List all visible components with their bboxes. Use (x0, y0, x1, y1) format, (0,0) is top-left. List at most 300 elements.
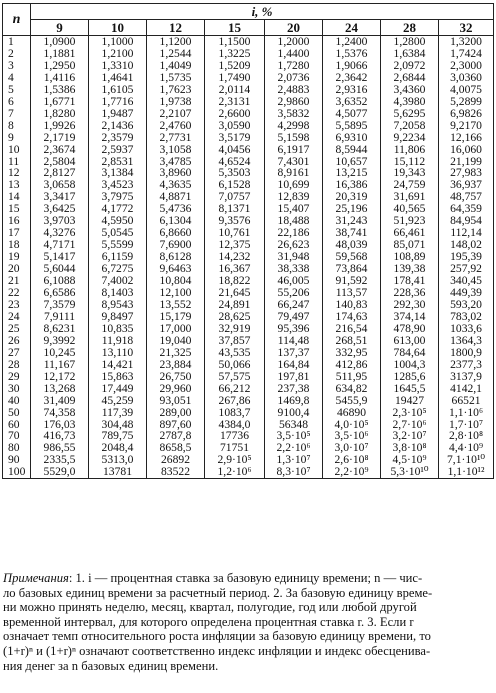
factor-cell: 1,2800 (381, 36, 439, 48)
factor-cell: 1,3310 (89, 60, 147, 72)
factor-cell: 2,6·10⁸ (323, 454, 381, 466)
factor-cell: 2787,8 (147, 430, 205, 442)
factor-cell: 8,1403 (89, 287, 147, 299)
factor-cell: 16,386 (323, 179, 381, 191)
footnote (3, 571, 490, 673)
factor-cell: 148,02 (439, 239, 494, 251)
period-cell: 26 (3, 335, 31, 347)
factor-cell: 1,2544 (147, 48, 205, 60)
factor-cell: 2,0736 (265, 72, 323, 84)
table-row (3, 442, 494, 454)
factor-cell: 449,39 (439, 287, 494, 299)
factor-cell: 8,9543 (89, 299, 147, 311)
factor-cell: 9,3576 (205, 215, 265, 227)
factor-cell: 15,407 (265, 203, 323, 215)
factor-cell: 2,3000 (439, 60, 494, 72)
factor-cell: 71751 (205, 442, 265, 454)
factor-cell: 511,95 (323, 371, 381, 383)
factor-cell: 9,2234 (381, 132, 439, 144)
period-cell: 21 (3, 275, 31, 287)
factor-cell: 51,923 (381, 215, 439, 227)
factor-cell: 4,5950 (89, 215, 147, 227)
factor-cell: 1,7424 (439, 48, 494, 60)
factor-cell: 5,3503 (205, 167, 265, 179)
factor-cell: 1,7623 (147, 84, 205, 96)
table-row (3, 36, 494, 48)
rate-column-header: 12 (147, 20, 205, 36)
factor-cell: 6,1917 (265, 144, 323, 156)
factor-cell: 2,8531 (89, 156, 147, 168)
factor-cell: 85,071 (381, 239, 439, 251)
period-cell: 100 (3, 466, 31, 478)
table-row (3, 454, 494, 466)
table-row (3, 203, 494, 215)
factor-cell: 1,7280 (265, 60, 323, 72)
factor-cell: 2,8127 (31, 167, 89, 179)
factor-cell: 6,1304 (147, 215, 205, 227)
rate-column-header: 32 (439, 20, 494, 36)
factor-cell: 95,396 (265, 323, 323, 335)
factor-cell: 46,005 (265, 275, 323, 287)
compound-factor-table-sheet (2, 3, 493, 479)
factor-cell: 3,6425 (31, 203, 89, 215)
table-row (3, 430, 494, 442)
factor-cell: 15,863 (89, 371, 147, 383)
factor-cell: 114,48 (265, 335, 323, 347)
factor-cell: 66,212 (205, 383, 265, 395)
factor-cell: 7,2058 (381, 120, 439, 132)
table-row (3, 299, 494, 311)
factor-cell: 13,110 (89, 347, 147, 359)
table-body (3, 36, 494, 479)
table-row (3, 179, 494, 191)
factor-cell: 2,2107 (147, 108, 205, 120)
factor-cell: 16,060 (439, 144, 494, 156)
period-cell: 24 (3, 311, 31, 323)
period-cell: 22 (3, 287, 31, 299)
factor-cell: 14,421 (89, 359, 147, 371)
factor-cell: 31,409 (31, 395, 89, 407)
period-cell: 16 (3, 215, 31, 227)
factor-cell: 31,243 (323, 215, 381, 227)
factor-cell: 292,30 (381, 299, 439, 311)
factor-cell: 48,039 (323, 239, 381, 251)
factor-cell: 8,1371 (205, 203, 265, 215)
period-cell: 60 (3, 419, 31, 431)
factor-cell: 1,2·10⁶ (205, 466, 265, 478)
factor-cell: 2,0972 (381, 60, 439, 72)
rate-column-header: 24 (323, 20, 381, 36)
factor-cell: 6,8660 (147, 227, 205, 239)
factor-cell: 12,172 (31, 371, 89, 383)
period-cell: 29 (3, 371, 31, 383)
table-row (3, 156, 494, 168)
factor-cell: 10,804 (147, 275, 205, 287)
factor-cell: 21,645 (205, 287, 265, 299)
table-row (3, 60, 494, 72)
factor-cell: 7,4002 (89, 275, 147, 287)
period-cell: 19 (3, 251, 31, 263)
factor-cell: 17,449 (89, 383, 147, 395)
footnote-line: временной интервал, для которого определена процентная ставка r. 3. Если r (3, 614, 414, 629)
period-cell: 14 (3, 191, 31, 203)
period-cell: 90 (3, 454, 31, 466)
period-cell: 30 (3, 383, 31, 395)
factor-cell: 1,5376 (323, 48, 381, 60)
period-cell: 40 (3, 395, 31, 407)
rate-column-header: 9 (31, 20, 89, 36)
footnote-line: (1+r)ⁿ и (1+r)ⁿ означают соответственно индекс инфляции и индекс обесценива- (3, 643, 431, 658)
factor-cell: 2,3674 (31, 144, 89, 156)
factor-cell: 31,691 (381, 191, 439, 203)
table-row (3, 383, 494, 395)
n-column-header: n (3, 4, 31, 36)
factor-cell: 2,7731 (147, 132, 205, 144)
factor-cell: 24,891 (205, 299, 265, 311)
factor-cell: 3,6352 (323, 96, 381, 108)
factor-cell: 16,367 (205, 263, 265, 275)
period-cell: 8 (3, 120, 31, 132)
factor-cell: 108,89 (381, 251, 439, 263)
factor-cell: 1033,6 (439, 323, 494, 335)
factor-cell: 66521 (439, 395, 494, 407)
factor-cell: 3,0360 (439, 72, 494, 84)
factor-cell: 228,36 (381, 287, 439, 299)
factor-cell: 19,040 (147, 335, 205, 347)
factor-cell: 6,6586 (31, 287, 89, 299)
factor-cell: 2335,5 (31, 454, 89, 466)
rate-column-header: 28 (381, 20, 439, 36)
table-row (3, 335, 494, 347)
factor-cell: 10,699 (265, 179, 323, 191)
table-row (3, 84, 494, 96)
table-header-row-group (3, 4, 494, 20)
period-cell: 80 (3, 442, 31, 454)
factor-cell: 9,3992 (31, 335, 89, 347)
table-row (3, 311, 494, 323)
factor-cell: 3,9703 (31, 215, 89, 227)
factor-cell: 613,00 (381, 335, 439, 347)
factor-cell: 1,5209 (205, 60, 265, 72)
factor-cell: 3,5·10⁶ (323, 430, 381, 442)
factor-cell: 21,325 (147, 347, 205, 359)
factor-cell: 5455,9 (323, 395, 381, 407)
factor-cell: 1,7716 (89, 96, 147, 108)
factor-cell: 1,5735 (147, 72, 205, 84)
factor-cell: 1,3225 (205, 48, 265, 60)
factor-cell: 113,57 (323, 287, 381, 299)
factor-cell: 3,0658 (31, 179, 89, 191)
factor-cell: 216,54 (323, 323, 381, 335)
factor-cell: 38,338 (265, 263, 323, 275)
factor-cell: 139,38 (381, 263, 439, 275)
factor-cell: 1083,7 (205, 407, 265, 419)
period-cell: 2 (3, 48, 31, 60)
rate-group-header: i, % (31, 4, 494, 20)
factor-cell: 1645,5 (381, 383, 439, 395)
factor-cell: 789,75 (89, 430, 147, 442)
factor-cell: 19427 (381, 395, 439, 407)
table-row (3, 144, 494, 156)
table-row (3, 108, 494, 120)
factor-cell: 7,4301 (265, 156, 323, 168)
factor-cell: 3,1384 (89, 167, 147, 179)
factor-cell: 7,6900 (147, 239, 205, 251)
table-row (3, 359, 494, 371)
factor-cell: 2,8·10⁸ (439, 430, 494, 442)
factor-cell: 3,3417 (31, 191, 89, 203)
factor-cell: 3,5832 (265, 108, 323, 120)
factor-cell: 332,95 (323, 347, 381, 359)
factor-cell: 897,60 (147, 419, 205, 431)
factor-cell: 2,4883 (265, 84, 323, 96)
factor-cell: 8,3·10⁷ (265, 466, 323, 478)
period-cell: 10 (3, 144, 31, 156)
factor-cell: 1,4400 (265, 48, 323, 60)
factor-cell: 26,623 (265, 239, 323, 251)
factor-cell: 2377,3 (439, 359, 494, 371)
factor-cell: 3,0590 (205, 120, 265, 132)
factor-cell: 1364,3 (439, 335, 494, 347)
factor-cell: 174,63 (323, 311, 381, 323)
factor-cell: 1,1000 (89, 36, 147, 48)
factor-cell: 2,9316 (323, 84, 381, 96)
factor-cell: 66,247 (265, 299, 323, 311)
factor-cell: 11,806 (381, 144, 439, 156)
table-row (3, 419, 494, 431)
factor-cell: 4,7171 (31, 239, 89, 251)
period-cell: 12 (3, 167, 31, 179)
factor-cell: 2,0114 (205, 84, 265, 96)
factor-cell: 2,9·10⁵ (205, 454, 265, 466)
factor-cell: 176,03 (31, 419, 89, 431)
factor-cell: 2,5804 (31, 156, 89, 168)
period-cell: 50 (3, 407, 31, 419)
factor-cell: 6,9826 (439, 108, 494, 120)
factor-cell: 12,100 (147, 287, 205, 299)
factor-cell: 8,6231 (31, 323, 89, 335)
factor-cell: 137,37 (265, 347, 323, 359)
table-row (3, 263, 494, 275)
factor-cell: 195,39 (439, 251, 494, 263)
factor-cell: 4,0075 (439, 84, 494, 96)
factor-cell: 19,343 (381, 167, 439, 179)
table-row (3, 275, 494, 287)
factor-cell: 304,48 (89, 419, 147, 431)
factor-cell: 986,55 (31, 442, 89, 454)
factor-cell: 8658,5 (147, 442, 205, 454)
factor-cell: 5,4736 (147, 203, 205, 215)
factor-cell: 2,1436 (89, 120, 147, 132)
factor-cell: 117,39 (89, 407, 147, 419)
compound-factor-table (2, 3, 494, 479)
factor-cell: 1,4641 (89, 72, 147, 84)
factor-cell: 1,9738 (147, 96, 205, 108)
factor-cell: 10,657 (323, 156, 381, 168)
factor-cell: 6,7275 (89, 263, 147, 275)
factor-cell: 5529,0 (31, 466, 89, 478)
factor-cell: 140,83 (323, 299, 381, 311)
factor-cell: 478,90 (381, 323, 439, 335)
factor-cell: 15,179 (147, 311, 205, 323)
factor-cell: 20,319 (323, 191, 381, 203)
factor-cell: 1,7490 (205, 72, 265, 84)
table-row (3, 96, 494, 108)
factor-cell: 83522 (147, 466, 205, 478)
factor-cell: 21,199 (439, 156, 494, 168)
factor-cell: 2048,4 (89, 442, 147, 454)
factor-cell: 24,759 (381, 179, 439, 191)
factor-cell: 1004,3 (381, 359, 439, 371)
factor-cell: 22,186 (265, 227, 323, 239)
factor-cell: 5313,0 (89, 454, 147, 466)
factor-cell: 15,112 (381, 156, 439, 168)
factor-cell: 6,1088 (31, 275, 89, 287)
factor-cell: 3,1058 (147, 144, 205, 156)
table-row (3, 466, 494, 478)
factor-cell: 73,864 (323, 263, 381, 275)
factor-cell: 50,066 (205, 359, 265, 371)
factor-cell: 93,051 (147, 395, 205, 407)
period-cell: 11 (3, 156, 31, 168)
factor-cell: 4,5077 (323, 108, 381, 120)
factor-cell: 1,9926 (31, 120, 89, 132)
footnote-label: Примечания (3, 571, 69, 585)
factor-cell: 2,2·10⁶ (265, 442, 323, 454)
factor-cell: 5,5895 (323, 120, 381, 132)
factor-cell: 593,20 (439, 299, 494, 311)
factor-cell: 2,6844 (381, 72, 439, 84)
factor-cell: 3,8960 (147, 167, 205, 179)
period-cell: 17 (3, 227, 31, 239)
factor-cell: 8,9161 (265, 167, 323, 179)
factor-cell: 4,1772 (89, 203, 147, 215)
factor-cell: 9,6463 (147, 263, 205, 275)
factor-cell: 267,86 (205, 395, 265, 407)
factor-cell: 1469,8 (265, 395, 323, 407)
factor-cell: 1,5386 (31, 84, 89, 96)
rate-column-header: 10 (89, 20, 147, 36)
factor-cell: 1,7·10⁷ (439, 419, 494, 431)
factor-cell: 257,92 (439, 263, 494, 275)
period-cell: 4 (3, 72, 31, 84)
factor-cell: 2,9860 (265, 96, 323, 108)
factor-cell: 27,983 (439, 167, 494, 179)
factor-cell: 12,839 (265, 191, 323, 203)
period-cell: 20 (3, 263, 31, 275)
factor-cell: 1,2400 (323, 36, 381, 48)
factor-cell: 1,1881 (31, 48, 89, 60)
factor-cell: 40,565 (381, 203, 439, 215)
factor-cell: 6,1159 (89, 251, 147, 263)
factor-cell: 56348 (265, 419, 323, 431)
factor-cell: 5,1598 (265, 132, 323, 144)
factor-cell: 237,38 (265, 383, 323, 395)
factor-cell: 3,5·10⁵ (265, 430, 323, 442)
factor-cell: 1,0900 (31, 36, 89, 48)
factor-cell: 197,81 (265, 371, 323, 383)
table-row (3, 191, 494, 203)
factor-cell: 1,1·10⁶ (439, 407, 494, 419)
factor-cell: 1,6384 (381, 48, 439, 60)
factor-cell: 3,2·10⁷ (381, 430, 439, 442)
rate-column-header: 15 (205, 20, 265, 36)
period-cell: 9 (3, 132, 31, 144)
period-cell: 28 (3, 359, 31, 371)
period-cell: 27 (3, 347, 31, 359)
factor-cell: 43,535 (205, 347, 265, 359)
factor-cell: 7,0757 (205, 191, 265, 203)
factor-cell: 1,2950 (31, 60, 89, 72)
table-row (3, 227, 494, 239)
factor-cell: 164,84 (265, 359, 323, 371)
table-row (3, 395, 494, 407)
factor-cell: 4,3276 (31, 227, 89, 239)
factor-cell: 1,4049 (147, 60, 205, 72)
factor-cell: 8,5944 (323, 144, 381, 156)
factor-cell: 36,937 (439, 179, 494, 191)
factor-cell: 8,6128 (147, 251, 205, 263)
factor-cell: 4,3635 (147, 179, 205, 191)
footnote-line: : 1. i — процентная ставка за базовую единицу времени; n — чис- (68, 571, 423, 585)
factor-cell: 26,750 (147, 371, 205, 383)
factor-cell: 416,73 (31, 430, 89, 442)
period-cell: 15 (3, 203, 31, 215)
period-cell: 5 (3, 84, 31, 96)
factor-cell: 9,8497 (89, 311, 147, 323)
factor-cell: 2,3131 (205, 96, 265, 108)
factor-cell: 4,5·10⁹ (381, 454, 439, 466)
factor-cell: 17736 (205, 430, 265, 442)
factor-cell: 7,9111 (31, 311, 89, 323)
factor-cell: 2,3579 (89, 132, 147, 144)
factor-cell: 18,488 (265, 215, 323, 227)
factor-cell: 1,2100 (89, 48, 147, 60)
factor-cell: 91,592 (323, 275, 381, 287)
factor-cell: 3,4360 (381, 84, 439, 96)
factor-cell: 3137,9 (439, 371, 494, 383)
factor-cell: 3,7975 (89, 191, 147, 203)
period-cell: 1 (3, 36, 31, 48)
factor-cell: 32,919 (205, 323, 265, 335)
factor-cell: 412,86 (323, 359, 381, 371)
table-row (3, 239, 494, 251)
factor-cell: 2,3·10⁵ (381, 407, 439, 419)
factor-cell: 289,00 (147, 407, 205, 419)
factor-cell: 45,259 (89, 395, 147, 407)
footnote-line: означает темп относительного роста инфляции за базовую единицу времени, то (3, 629, 431, 644)
factor-cell: 3,0·10⁷ (323, 442, 381, 454)
factor-cell: 3,5179 (205, 132, 265, 144)
period-cell: 3 (3, 60, 31, 72)
factor-cell: 5,6295 (381, 108, 439, 120)
factor-cell: 10,245 (31, 347, 89, 359)
factor-cell: 46890 (323, 407, 381, 419)
factor-cell: 4,4·10⁹ (439, 442, 494, 454)
factor-cell: 178,41 (381, 275, 439, 287)
factor-cell: 66,461 (381, 227, 439, 239)
factor-cell: 112,14 (439, 227, 494, 239)
factor-cell: 59,568 (323, 251, 381, 263)
factor-cell: 13,215 (323, 167, 381, 179)
factor-cell: 11,167 (31, 359, 89, 371)
period-cell: 25 (3, 323, 31, 335)
factor-cell: 4,3980 (381, 96, 439, 108)
factor-cell: 9,2170 (439, 120, 494, 132)
factor-cell: 10,761 (205, 227, 265, 239)
period-cell: 7 (3, 108, 31, 120)
factor-cell: 1,2000 (265, 36, 323, 48)
